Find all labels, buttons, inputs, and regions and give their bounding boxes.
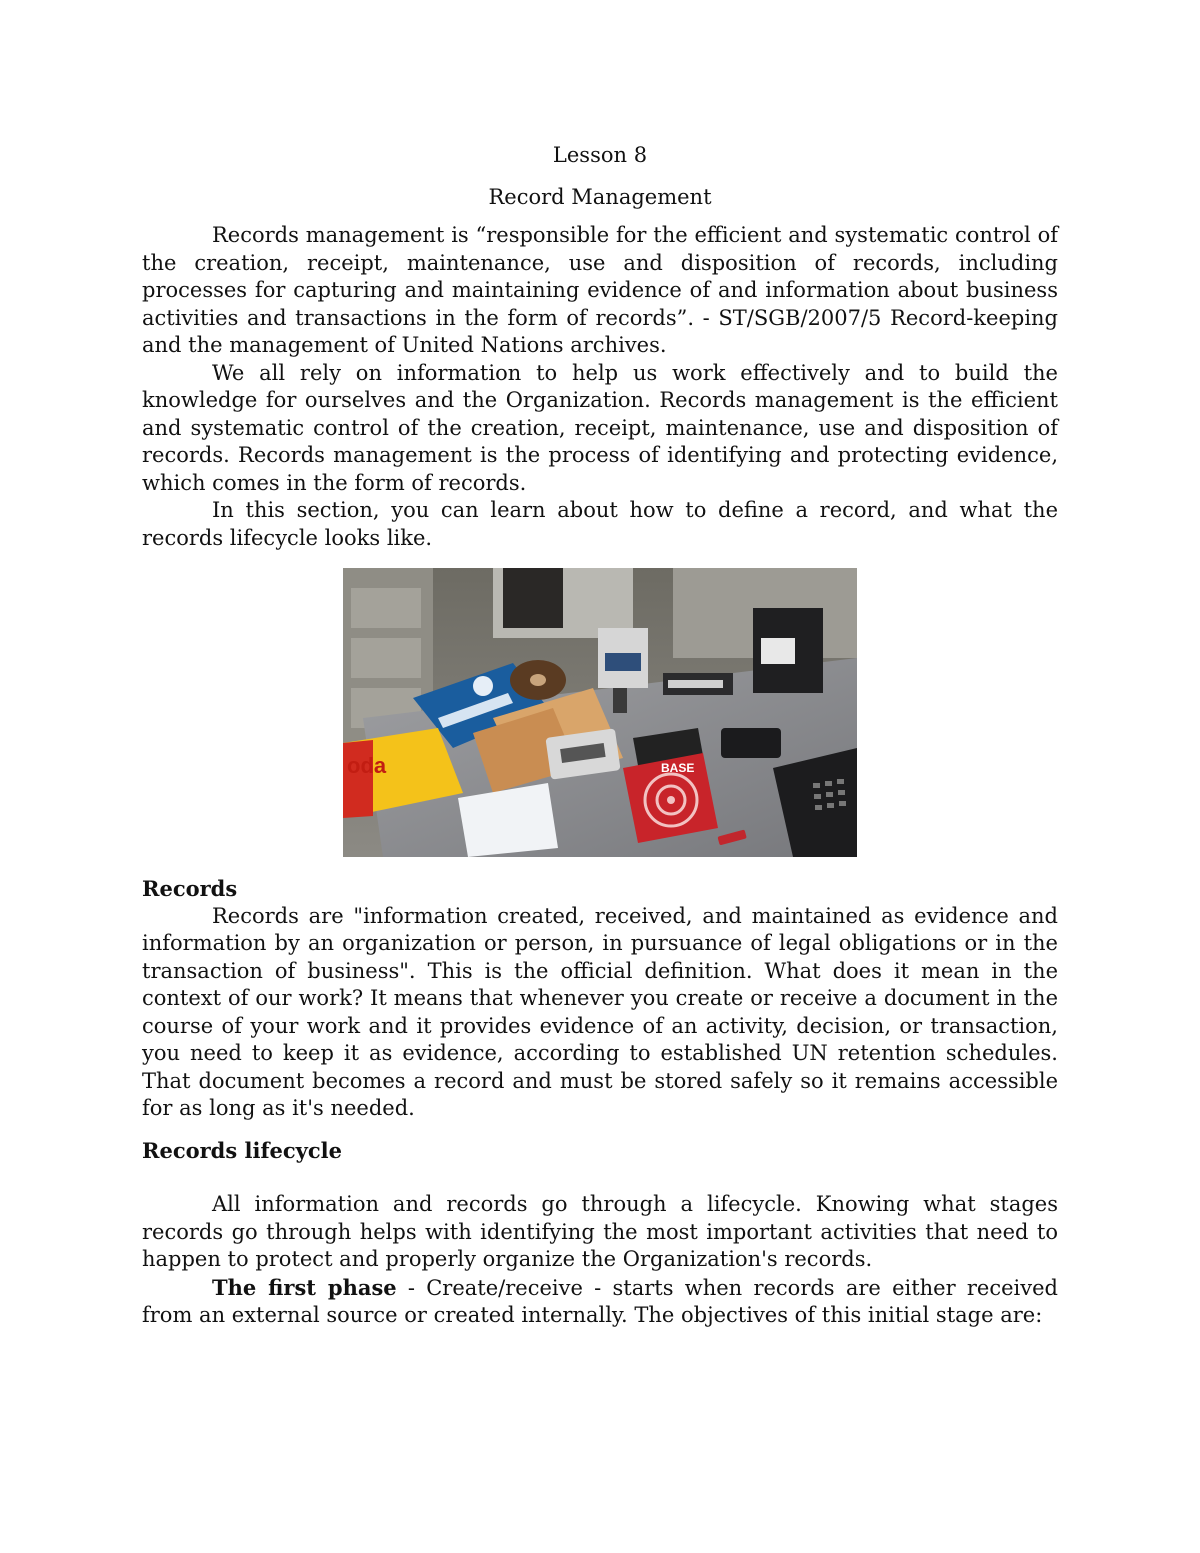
first-phase-text: - Create/receive - starts when records are either received from an external source or created internally. The objectives of this initial stage are:: [142, 1275, 1058, 1327]
photo-illustration: [343, 568, 857, 857]
intro-paragraph-3: In this section, you can learn about how to define a record, and what the records lifecycle looks like.: [142, 498, 1058, 550]
records-media-photo: [343, 568, 857, 857]
kodak-box-label: oda: [347, 753, 387, 778]
page-content: [142, 142, 1058, 1330]
lifecycle-paragraph: All information and records go through a lifecycle. Knowing what stages records go through helps with identifying the most important activities that need to happen to protect and properly organize the Organization's records.: [142, 1192, 1058, 1271]
intro-paragraph-2: We all rely on information to help us work effectively and to build the knowledge for ourselves and the Organization. Records management is the efficient and systematic control of the creation, receipt, maintenance, use and disposition of records. Records management is the process of identifying and protecting evidence, which comes in the form of records.: [142, 360, 1058, 495]
records-heading: Records: [142, 876, 238, 901]
lesson-subtitle: Record Management: [488, 184, 712, 209]
first-phase-label: The first phase: [212, 1274, 397, 1300]
lesson-title: Lesson 8: [552, 143, 648, 167]
intro-paragraph-1: Records management is “responsible for the efficient and systematic control of the creation, receipt, maintenance, use and disposition of records, including processes for capturing and maintaining evidence of and information about business activities and transactions in the form of records”. - ST/SGB/2007/5 Record-keeping and the management of United Nations archives.: [142, 223, 1058, 357]
records-paragraph: Records are "information created, received, and maintained as evidence and information by an organization or person, in pursuance of legal obligations or in the transaction of business". This is the official definition. What does it mean in the context of our work? It means that whenever you create or receive a document in the course of your work and it provides evidence of an activity, decision, or transaction, you need to keep it as evidence, according to established UN retention schedules. That document becomes a record and must be stored safely so it remains accessible for as long as it's needed.: [142, 903, 1058, 1120]
base-disk-label: BASE: [661, 761, 695, 775]
records-lifecycle-heading: Records lifecycle: [142, 1137, 342, 1163]
first-phase-paragraph: [142, 1274, 1058, 1330]
